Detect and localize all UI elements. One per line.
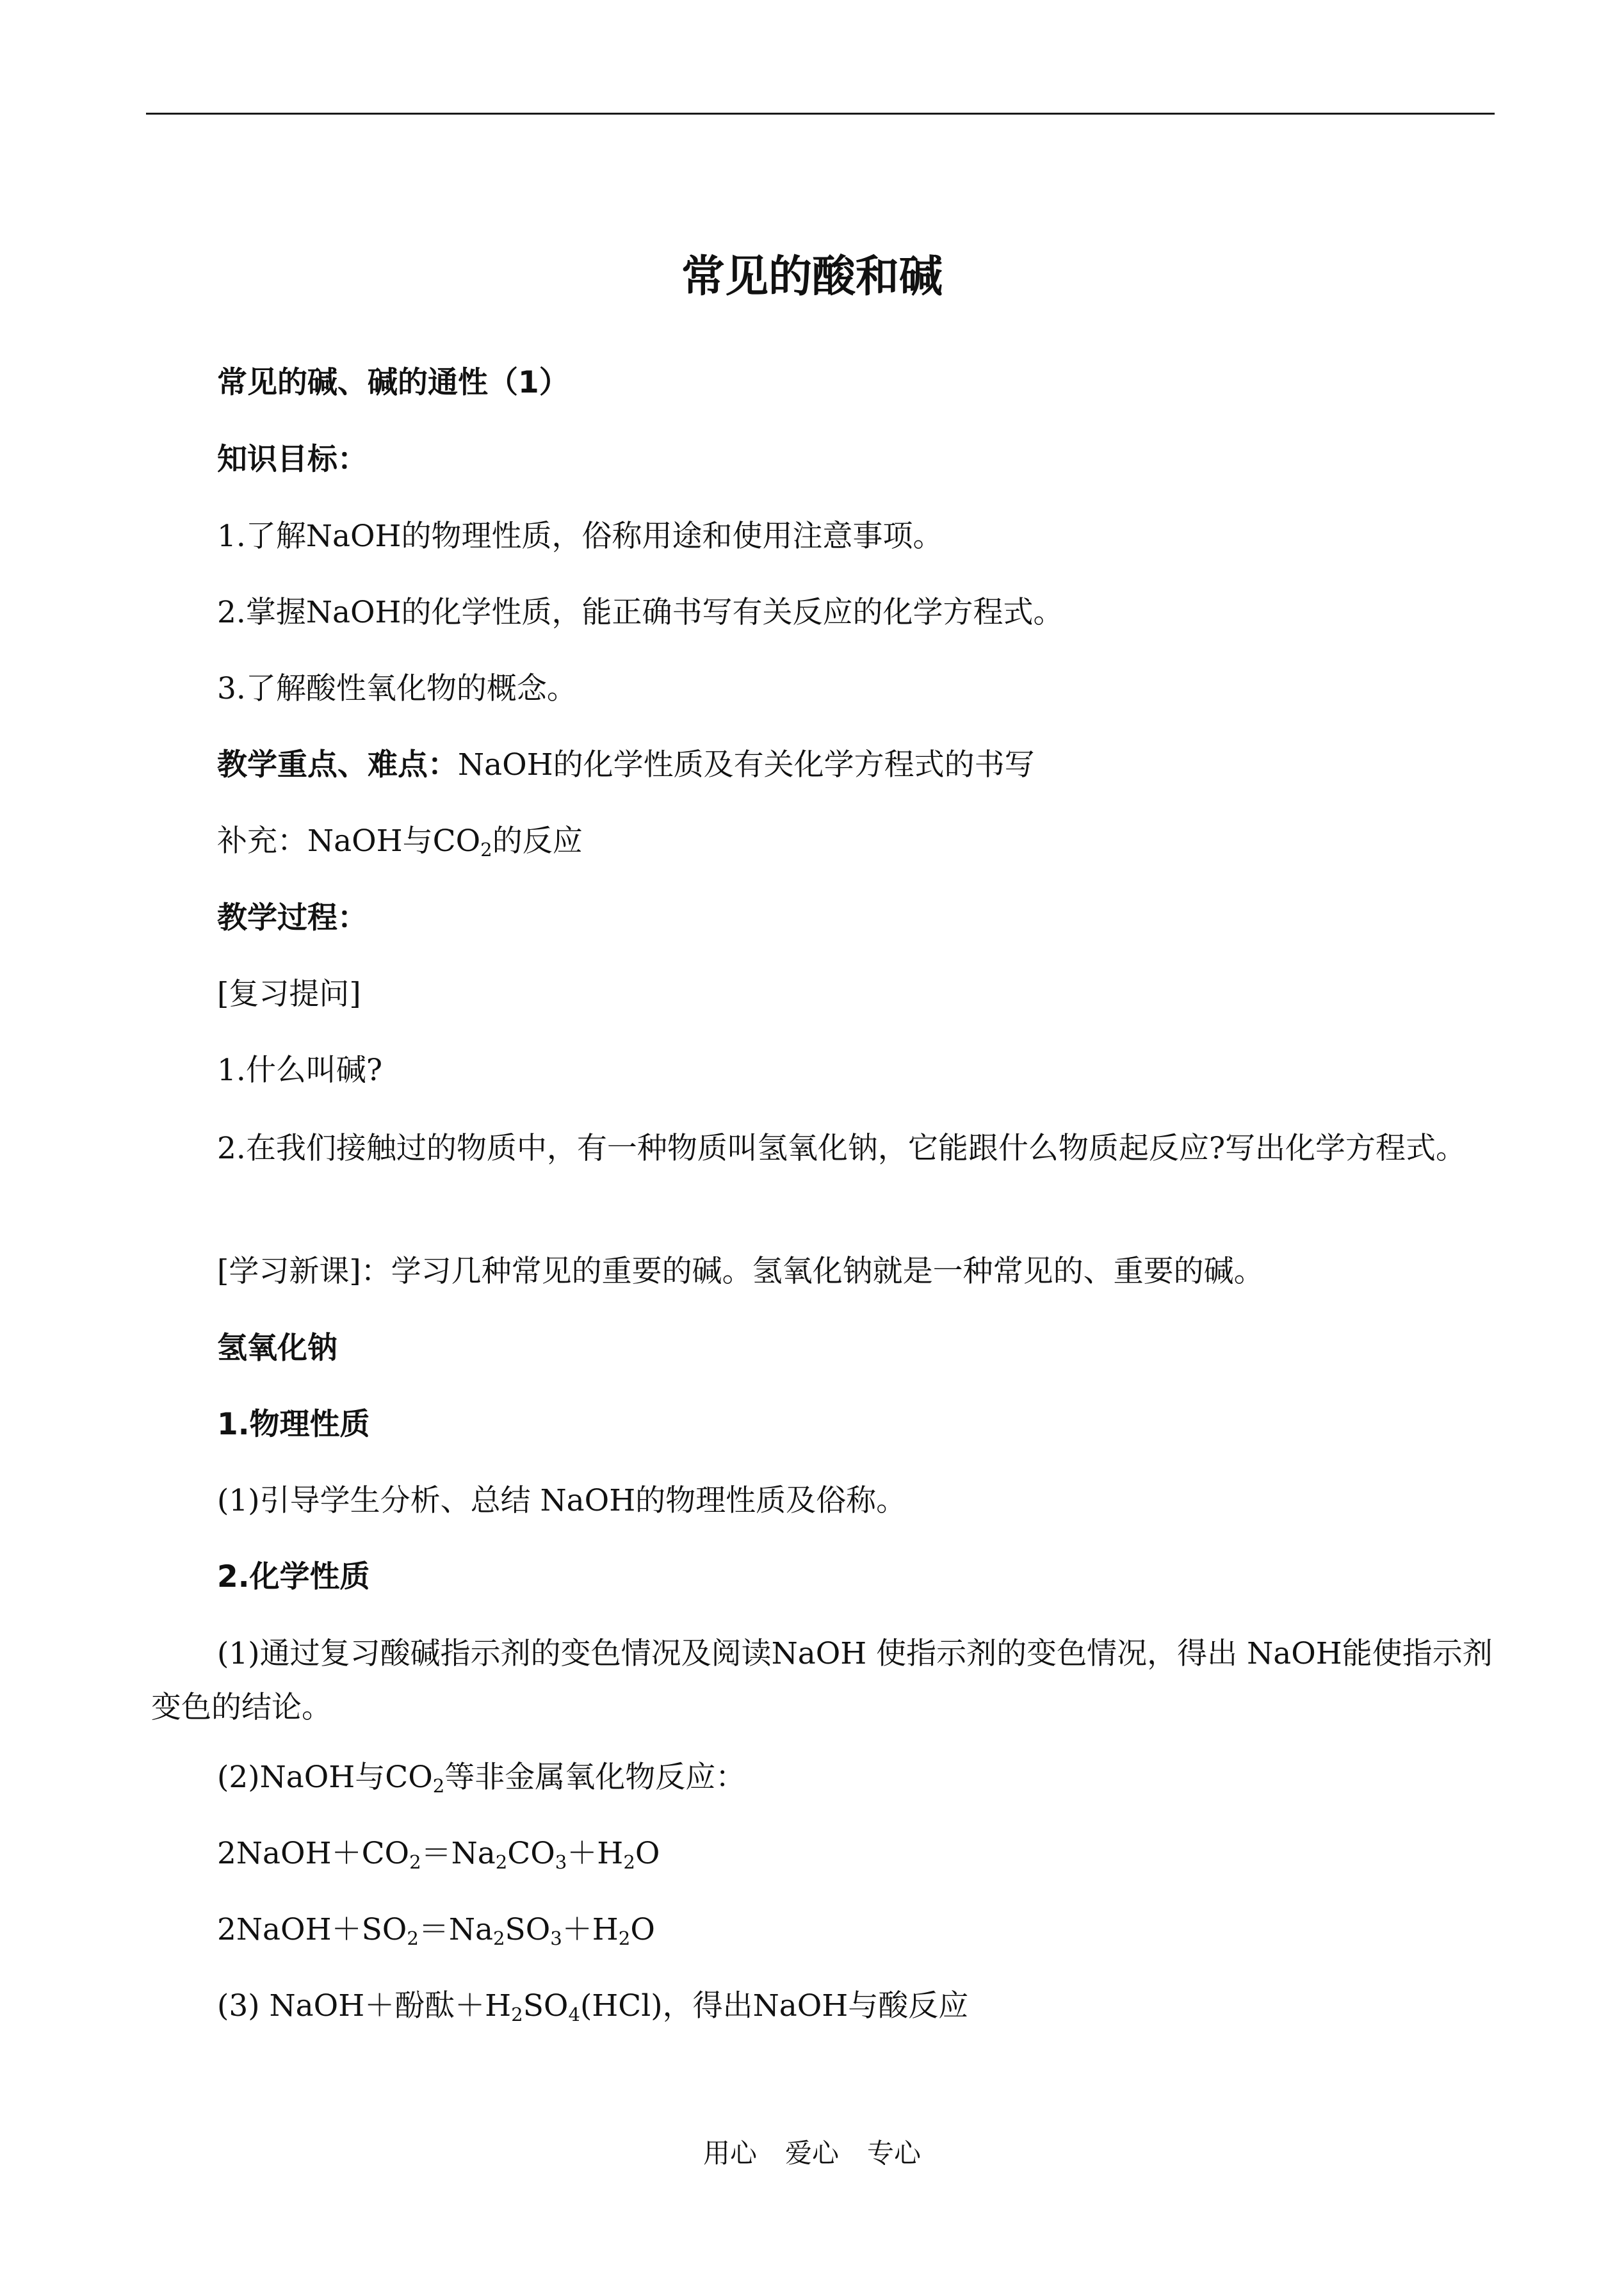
page-title: 常见的酸和碱 <box>681 252 943 302</box>
review-label: [复习提问] <box>217 977 361 1012</box>
eq1-part-e: O <box>635 1836 660 1871</box>
eq1-sub-c: 3 <box>555 1851 567 1874</box>
item2-suffix: 等非金属氧化物反应： <box>444 1760 746 1795</box>
supplement <box>217 822 583 861</box>
eq1-part-d: ＋H <box>567 1836 624 1871</box>
eq2-sub-b: 2 <box>493 1927 505 1950</box>
key-points-text: NaOH的化学性质及有关化学方程式的书写 <box>458 747 1035 783</box>
item3-part-b: SO <box>523 1988 569 2023</box>
goal-item-3: 3.了解酸性氧化物的概念。 <box>217 671 577 706</box>
item3-sub-b: 4 <box>568 2004 580 2026</box>
item3-part-c: (HCl)，得出NaOH与酸反应 <box>580 1988 969 2023</box>
eq2-part-c: SO <box>505 1912 551 1947</box>
item2-prefix: (2)NaOH与CO <box>217 1760 433 1795</box>
eq2-part-e: O <box>630 1912 655 1947</box>
eq2-part-d: ＋H <box>562 1912 619 1947</box>
eq1-sub-a: 2 <box>409 1851 421 1874</box>
equation-2 <box>217 1911 655 1949</box>
chemical-item-2 <box>217 1758 745 1797</box>
equation-1 <box>217 1835 660 1873</box>
physical-item-1: (1)引导学生分析、总结 NaOH的物理性质及俗称。 <box>217 1483 907 1518</box>
chemical-heading: 2.化学性质 <box>217 1559 370 1594</box>
eq1-sub-b: 2 <box>495 1851 508 1874</box>
naoh-heading: 氢氧化钠 <box>217 1331 337 1366</box>
chemical-item-3 <box>217 1987 968 2025</box>
footer-word-1: 用心 <box>702 2137 757 2169</box>
key-points <box>217 746 1035 784</box>
physical-heading: 1.物理性质 <box>217 1407 370 1442</box>
item2-subscript: 2 <box>432 1775 445 1797</box>
supplement-prefix: 补充：NaOH与CO <box>217 823 481 859</box>
page-footer <box>0 2137 1624 2169</box>
process-label: 教学过程： <box>217 900 368 936</box>
key-points-label: 教学重点、难点： <box>217 747 458 783</box>
eq1-sub-d: 2 <box>623 1851 635 1874</box>
goal-item-2: 2.掌握NaOH的化学性质，能正确书写有关反应的化学方程式。 <box>217 595 1064 630</box>
eq1-part-b: ＝Na <box>421 1836 496 1871</box>
section-heading: 常见的碱、碱的通性（1） <box>217 365 569 400</box>
chemical-item-1: (1)通过复习酸碱指示剂的变色情况及阅读NaOH 使指示剂的变色情况，得出 NaOH能使指示剂变色的结论。 <box>151 1636 1493 1725</box>
eq2-sub-c: 3 <box>550 1927 562 1950</box>
footer-word-2: 爱心 <box>784 2137 839 2169</box>
eq2-sub-a: 2 <box>407 1927 419 1950</box>
eq2-part-b: ＝Na <box>418 1912 493 1947</box>
goal-item-1: 1.了解NaOH的物理性质，俗称用途和使用注意事项。 <box>217 519 943 554</box>
supplement-subscript: 2 <box>480 839 492 861</box>
review-question-1: 1.什么叫碱? <box>217 1053 383 1088</box>
eq1-part-a: 2NaOH＋CO <box>217 1836 410 1871</box>
new-lesson: [学习新课]：学习几种常见的重要的碱。氢氧化钠就是一种常见的、重要的碱。 <box>217 1254 1264 1289</box>
header-rule <box>146 113 1495 115</box>
knowledge-goals-label: 知识目标： <box>217 442 368 477</box>
supplement-suffix: 的反应 <box>492 823 583 859</box>
eq1-part-c: CO <box>507 1836 555 1871</box>
item3-part-a: (3) NaOH＋酚酞＋H <box>217 1988 512 2023</box>
review-question-2: 2.在我们接触过的物质中，有一种物质叫氢氧化钠，它能跟什么物质起反应?写出化学方程式。 <box>217 1131 1466 1166</box>
eq2-sub-d: 2 <box>618 1927 631 1950</box>
item3-sub-a: 2 <box>511 2004 523 2026</box>
footer-word-3: 专心 <box>867 2137 922 2169</box>
eq2-part-a: 2NaOH＋SO <box>217 1912 407 1947</box>
